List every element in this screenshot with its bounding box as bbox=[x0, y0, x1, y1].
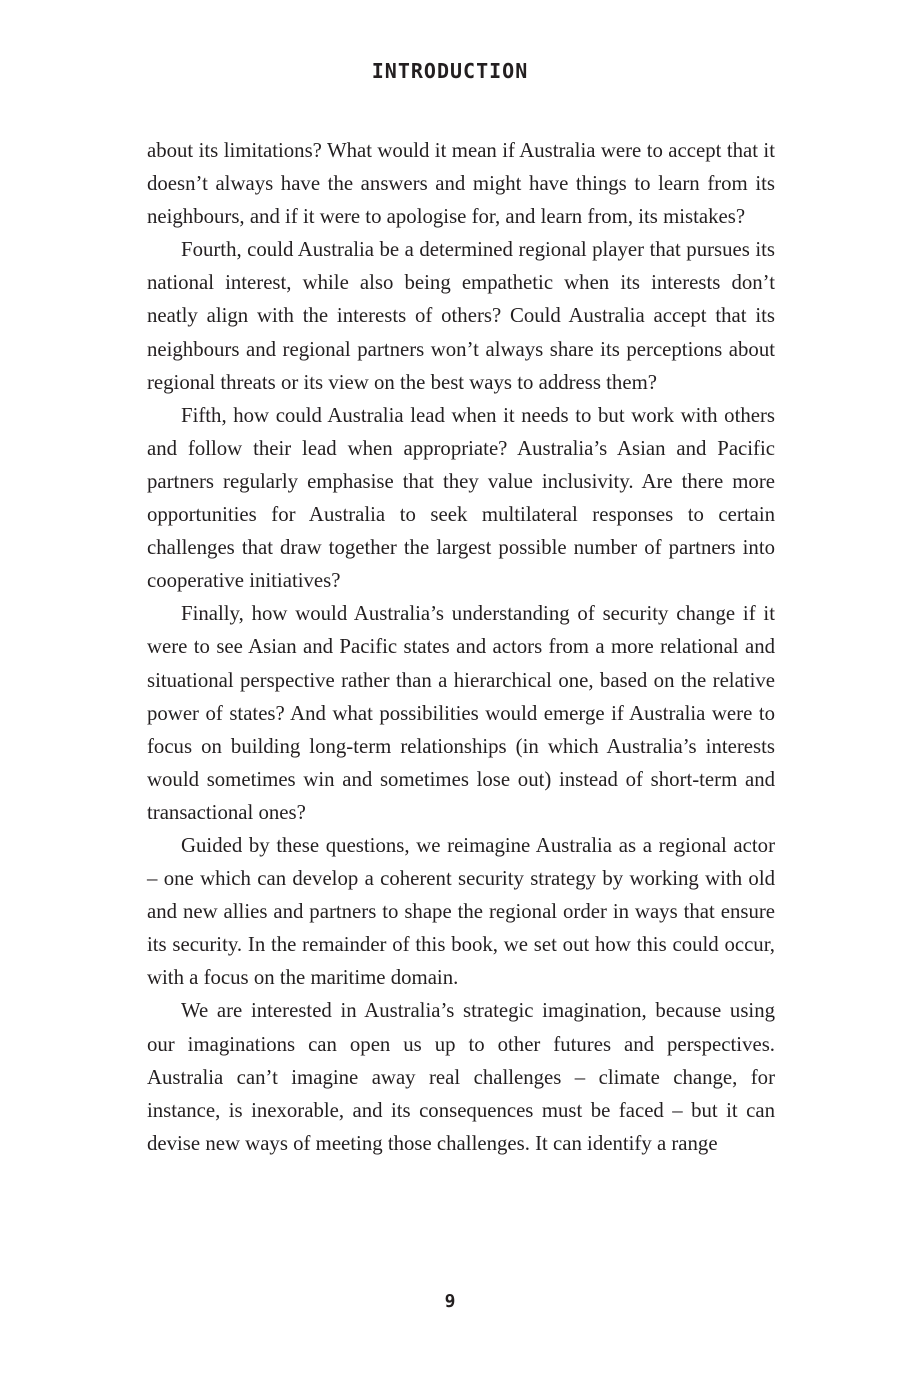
paragraph: Guided by these questions, we reimagine Australia as a regional actor – one which can develop a coherent security strategy by working with old and new allies and partners to shape the regional order in ways that ensure its security. In the remainder of this book, we set out how this could occur, with a focus on the maritime domain. bbox=[147, 833, 775, 990]
page-number: 9 bbox=[444, 1291, 456, 1312]
paragraph: Fourth, could Australia be a determined regional player that pursues its national interest, while also being empathetic when its interests don’t neatly align with the interests of others? Could Australia accept that its neighbours and regional partners won’t always share its perceptions about regional threats or its view on the best ways to address them? bbox=[147, 238, 775, 394]
paragraph: Finally, how would Australia’s understanding of security change if it were to see Asian and Pacific states and actors from a more relational and situational perspective rather than a hierarchical one, based on the relative power of states? And what possibilities would emerge if Australia were to focus on building long-term relationships (in which Australia’s interests would sometimes win and sometimes lose out) instead of short-term and transactional ones? bbox=[147, 602, 775, 824]
paragraph: Fifth, how could Australia lead when it needs to but work with others and follow their lead when appropriate? Australia’s Asian and Pacific partners regularly emphasise that they value inclusivity. Are there more opportunities for Australia to seek multilateral responses to certain challenges that draw together the largest possible number of partners into cooperative initiatives? bbox=[147, 403, 775, 593]
body-text bbox=[147, 134, 775, 1160]
paragraph-continued: about its limitations? What would it mean if Australia were to accept that it doesn’t always have the answers and might have things to learn from its neighbours, and if it were to apologise for, and learn from, its mistakes? bbox=[147, 139, 775, 229]
running-head: INTRODUCTION bbox=[371, 59, 529, 83]
paragraph: We are interested in Australia’s strategic imagination, because using our imaginations can open us up to other futures and perspectives. Australia can’t imagine away real challenges – climate change, for instance, is inexorable, and its consequences must be faced – but it can devise new ways of meeting those challenges. It can identify a range bbox=[147, 999, 775, 1155]
